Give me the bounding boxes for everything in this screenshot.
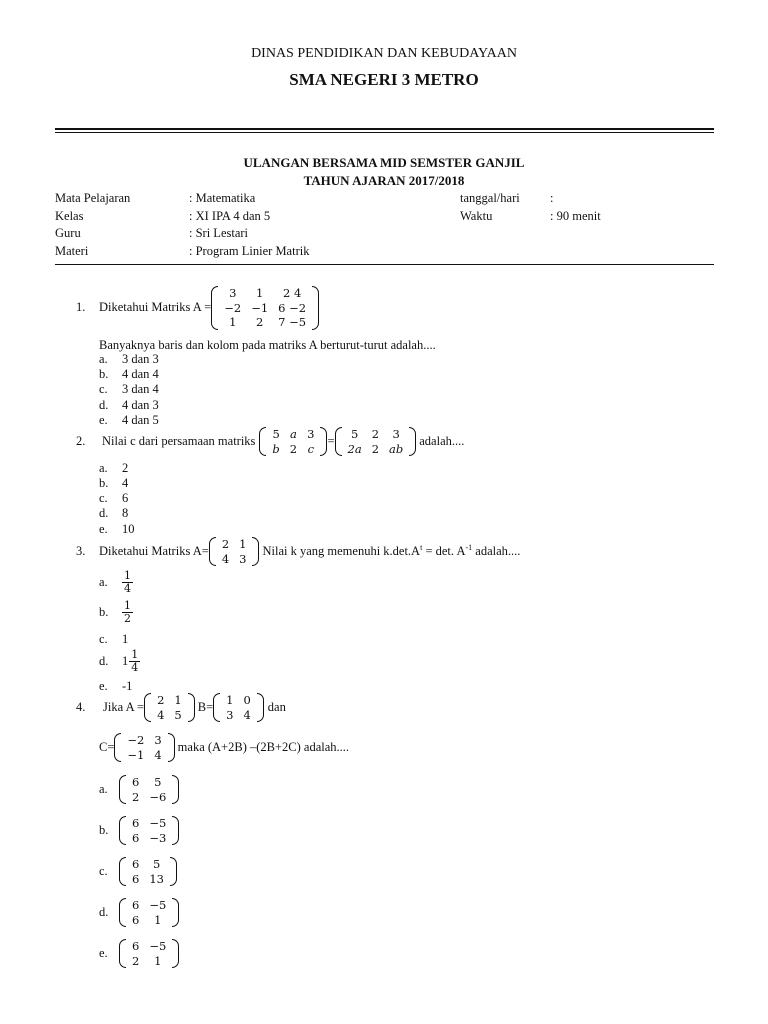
whole-number: 1	[122, 654, 129, 668]
matrix-cell: 4	[221, 551, 230, 566]
right-paren	[172, 816, 179, 845]
numerator: 1	[124, 599, 131, 612]
matrix-cell: 5	[350, 427, 359, 441]
option-letter: c.	[99, 864, 108, 878]
option-letter: e.	[99, 413, 108, 427]
left-paren	[119, 939, 126, 968]
matrix-row	[217, 552, 252, 567]
option-letter: e.	[99, 946, 108, 960]
right-paren	[172, 898, 179, 927]
question-4	[76, 693, 286, 722]
option-c	[99, 382, 159, 397]
matrix-cell: 5	[174, 707, 182, 722]
matrix-row	[127, 939, 171, 954]
matrix-row	[127, 857, 169, 872]
matrix-cell: 6	[132, 830, 140, 845]
matrix-cell: 1	[229, 315, 237, 329]
question-text: Nilai c dari persamaan matriks	[102, 434, 256, 448]
matrix-row	[219, 286, 311, 301]
matrix-row	[127, 790, 171, 805]
matrix-entries	[152, 693, 187, 722]
question-text: Diketahui Matriks A =	[99, 300, 212, 315]
option-d	[99, 649, 140, 674]
option-b	[99, 476, 128, 491]
right-paren	[172, 775, 179, 804]
question-1	[76, 286, 319, 330]
matrix-a	[209, 537, 260, 566]
matrix-cell: 4	[243, 707, 251, 722]
question-number: 2.	[76, 434, 86, 448]
option-letter: d.	[99, 398, 109, 412]
exam-title: ULANGAN BERSAMA MID SEMSTER GANJIL	[243, 155, 525, 170]
option-d	[99, 398, 159, 413]
question-text: Jika A =	[103, 700, 145, 714]
matrix-row	[217, 537, 252, 552]
matrix-cell: −2	[127, 733, 145, 747]
c-label: C=	[99, 740, 115, 754]
subject-value: : Matematika	[189, 191, 256, 205]
matrix-row	[152, 708, 187, 723]
option-c	[99, 491, 128, 506]
info-rule	[55, 264, 714, 265]
matrix-entries	[343, 427, 409, 456]
matrix-row	[221, 708, 256, 723]
matrix-row	[127, 898, 171, 913]
matrix-row	[127, 775, 171, 790]
option-text: -1	[122, 679, 133, 693]
matrix-entries	[127, 857, 169, 886]
matrix-cell: 1	[154, 912, 162, 927]
option-text: 4	[122, 476, 129, 490]
denominator: 2	[124, 612, 131, 625]
matrix-c	[114, 733, 174, 762]
matrix-row	[127, 872, 169, 887]
left-paren	[119, 857, 126, 886]
option-matrix	[119, 816, 179, 845]
numerator: 1	[131, 648, 139, 661]
matrix-cell: b	[272, 441, 280, 456]
left-paren	[211, 286, 218, 330]
option-matrix	[119, 898, 179, 927]
matrix-row	[127, 913, 171, 928]
option-a	[99, 570, 133, 595]
matrix-cell: 3	[226, 707, 234, 722]
matrix-cell: 1	[239, 537, 247, 551]
teacher-value: : Sri Lestari	[189, 226, 249, 240]
matrix-cell: 2	[221, 537, 230, 551]
left-paren	[119, 775, 126, 804]
matrix-cell: 6 −2	[278, 300, 307, 315]
subject-label: Mata Pelajaran	[55, 191, 131, 205]
right-paren	[252, 537, 259, 566]
fraction	[122, 600, 133, 625]
option-matrix	[119, 857, 177, 886]
b-label: B=	[197, 700, 214, 714]
matrix-cell: 6	[132, 898, 140, 912]
matrix-cell: 2	[132, 953, 140, 968]
matrix-entries	[127, 775, 171, 804]
option-d	[99, 506, 128, 521]
matrix-row	[152, 693, 187, 708]
matrix-entries	[221, 693, 256, 722]
option-text: 4 dan 3	[122, 398, 159, 412]
class-value: : XI IPA 4 dan 5	[189, 209, 271, 223]
matrix-cell: 1	[174, 693, 182, 707]
matrix-cell: 3	[239, 551, 247, 566]
option-letter: b.	[99, 605, 109, 619]
option-letter: c.	[99, 491, 108, 505]
option-a	[99, 461, 128, 476]
right-paren	[320, 427, 327, 456]
option-text: 3 dan 4	[122, 382, 159, 396]
left-paren	[335, 427, 342, 456]
option-text: 2	[122, 461, 129, 475]
option-letter: b.	[99, 476, 109, 490]
matrix-cell: 13	[149, 871, 164, 886]
option-b	[99, 816, 179, 845]
matrix-row	[127, 954, 171, 969]
and-text: dan	[267, 700, 286, 714]
question-suffix: maka (A+2B) –(2B+2C) adalah....	[177, 740, 350, 754]
date-label: tanggal/hari	[460, 191, 520, 205]
matrix-cell: 5	[154, 775, 162, 789]
matrix-cell: −5	[149, 939, 167, 953]
option-letter: a.	[99, 782, 108, 796]
suffix-part-2: = det. A	[422, 544, 466, 559]
right-paren	[188, 693, 195, 722]
matrix-row	[219, 315, 311, 330]
question-number: 1.	[76, 300, 86, 315]
right-paren	[312, 286, 319, 330]
denominator: 4	[131, 661, 139, 674]
matrix-cell: −5	[149, 898, 167, 912]
fraction	[129, 649, 140, 674]
matrix-cell: 4	[157, 707, 165, 722]
matrix-cell: 2a	[347, 441, 362, 456]
right-paren	[170, 857, 177, 886]
time-label: Waktu	[460, 209, 493, 223]
matrix-cell: 2	[371, 441, 380, 456]
school-title: SMA NEGERI 3 METRO	[289, 70, 479, 89]
agency-title: DINAS PENDIDIKAN DAN KEBUDAYAAN	[251, 46, 517, 61]
left-paren	[213, 693, 220, 722]
matrix-cell: 5	[272, 427, 280, 441]
matrix-entries	[127, 816, 171, 845]
matrix-cell: −2	[224, 300, 242, 315]
option-letter: a.	[99, 461, 108, 475]
option-letter: e.	[99, 679, 108, 693]
question-suffix: adalah....	[419, 434, 465, 448]
option-c	[99, 857, 177, 886]
question-4-line-2	[99, 733, 349, 762]
question-text: Diketahui Matriks A=	[99, 544, 209, 558]
question-prompt: Banyaknya baris dan kolom pada matriks A berturut-turut adalah....	[99, 338, 436, 352]
matrix-row	[267, 442, 319, 457]
left-paren	[209, 537, 216, 566]
matrix-row	[127, 831, 171, 846]
matrix-row	[219, 301, 311, 316]
right-paren	[168, 733, 175, 762]
class-label: Kelas	[55, 209, 84, 223]
option-matrix	[119, 939, 179, 968]
right-paren	[172, 939, 179, 968]
fraction	[122, 570, 133, 595]
option-letter: c.	[99, 382, 108, 396]
matrix-cell: 0	[243, 693, 251, 707]
matrix-cell: a	[290, 427, 297, 441]
left-paren	[114, 733, 121, 762]
header-rule-top	[55, 128, 714, 130]
matrix-cell: c	[307, 441, 315, 456]
option-b	[99, 600, 133, 625]
matrix-cell: 3	[307, 427, 315, 441]
matrix-cell: ab	[389, 441, 404, 456]
matrix-entries	[217, 537, 252, 566]
equals-sign: =	[327, 434, 335, 448]
matrix-cell: 2 4	[282, 286, 302, 300]
matrix-cell: −6	[149, 789, 167, 804]
teacher-label: Guru	[55, 226, 81, 240]
option-text: 4 dan 4	[122, 367, 159, 381]
option-b	[99, 367, 159, 382]
matrix-cell: 2	[132, 789, 140, 804]
option-matrix	[119, 775, 179, 804]
matrix-right	[335, 427, 417, 456]
matrix-cell: 6	[132, 871, 140, 886]
option-a	[99, 352, 159, 367]
material-label: Materi	[55, 244, 89, 258]
matrix-cell: 3	[154, 733, 162, 747]
matrix-entries	[122, 733, 166, 762]
right-paren	[257, 693, 264, 722]
question-suffix	[262, 543, 520, 559]
right-paren	[409, 427, 416, 456]
matrix-cell: 2	[289, 441, 298, 456]
matrix-cell: 2	[256, 315, 264, 329]
matrix-cell: 6	[132, 775, 140, 789]
matrix-cell: 6	[132, 816, 140, 830]
matrix-cell: −5	[149, 816, 167, 830]
material-value: : Program Linier Matrik	[189, 244, 310, 258]
option-letter: a.	[99, 575, 108, 589]
matrix-cell: −1	[127, 747, 145, 762]
question-number: 4.	[76, 700, 86, 714]
suffix-part-3: adalah....	[472, 544, 521, 559]
header-rule-bottom	[55, 132, 714, 133]
matrix-cell: −3	[149, 830, 167, 845]
option-text: 3 dan 3	[122, 352, 159, 366]
matrix-cell: 4	[154, 747, 162, 762]
option-letter: a.	[99, 352, 108, 366]
option-e	[99, 679, 132, 694]
option-e	[99, 413, 159, 428]
inverse-sup: -1	[465, 543, 473, 553]
question-number: 3.	[76, 544, 86, 558]
matrix-entries	[267, 427, 319, 456]
option-text: 1	[122, 632, 129, 646]
matrix-row	[267, 427, 319, 442]
left-paren	[259, 427, 266, 456]
option-text: 8	[122, 506, 129, 520]
matrix-row	[122, 748, 166, 763]
matrix-entries	[219, 286, 311, 330]
time-value: : 90 menit	[550, 209, 601, 223]
matrix-cell: 1	[226, 693, 234, 707]
matrix-cell: 7 −5	[278, 315, 307, 329]
left-paren	[144, 693, 151, 722]
question-2	[76, 427, 464, 456]
option-letter: e.	[99, 522, 108, 536]
matrix-cell: 6	[132, 912, 140, 927]
matrix-cell: −1	[251, 300, 269, 315]
matrix-left	[259, 427, 327, 456]
matrix-cell: 6	[132, 939, 140, 953]
option-text: 6	[122, 491, 129, 505]
option-c	[99, 632, 128, 647]
date-value: :	[550, 191, 554, 205]
academic-year: TAHUN AJARAN 2017/2018	[303, 173, 465, 188]
matrix-a	[144, 693, 195, 722]
left-paren	[119, 898, 126, 927]
option-e	[99, 939, 179, 968]
option-letter: d.	[99, 506, 109, 520]
option-text: 4 dan 5	[122, 413, 159, 427]
option-letter: b.	[99, 823, 109, 837]
left-paren	[119, 816, 126, 845]
matrix-cell: 1	[256, 286, 264, 300]
matrix-cell: 1	[154, 953, 162, 968]
option-letter: c.	[99, 632, 108, 646]
matrix-cell: 3	[392, 427, 400, 441]
matrix-entries	[127, 939, 171, 968]
matrix-cell: 5	[152, 857, 161, 871]
matrix-row	[221, 693, 256, 708]
question-3	[76, 537, 520, 566]
option-letter: d.	[99, 654, 109, 668]
matrix-cell: 6	[132, 857, 140, 871]
option-a	[99, 775, 179, 804]
transpose-sup: t	[420, 543, 423, 553]
denominator: 4	[124, 582, 131, 595]
matrix-entries	[127, 898, 171, 927]
suffix-part-1: Nilai k yang memenuhi k.det.A	[262, 544, 421, 559]
matrix-row	[343, 442, 409, 457]
option-letter: d.	[99, 905, 109, 919]
matrix-row	[127, 816, 171, 831]
option-text: 10	[122, 522, 135, 536]
option-letter: b.	[99, 367, 109, 381]
matrix-row	[122, 733, 166, 748]
matrix-cell: 2	[157, 693, 165, 707]
matrix-cell: 3	[229, 286, 237, 300]
matrix-row	[343, 427, 409, 442]
matrix-b	[213, 693, 264, 722]
numerator: 1	[124, 569, 131, 582]
option-d	[99, 898, 179, 927]
matrix-a	[211, 286, 319, 330]
matrix-cell: 2	[371, 427, 380, 441]
option-e	[99, 522, 135, 537]
